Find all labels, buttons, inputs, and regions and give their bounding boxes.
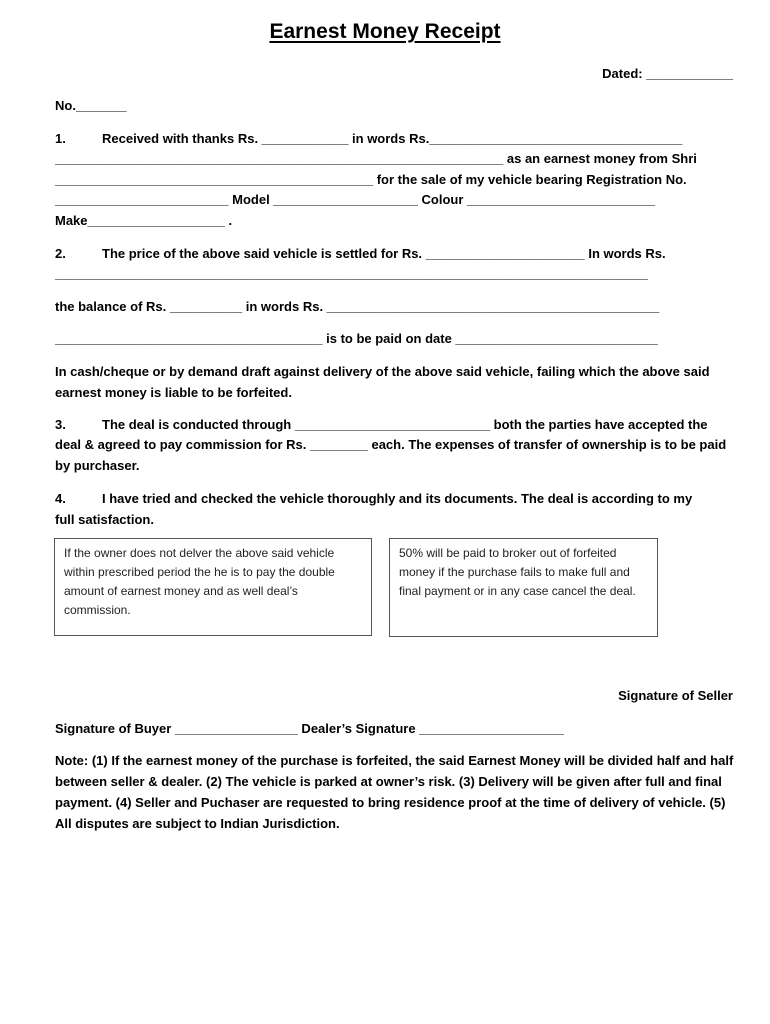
owner-default-box: If the owner does not delver the above said vehicle within prescribed period the he is to pay the double amount of earnest money and as well deal’s commission. (54, 538, 372, 636)
item-4-line-1-text: I have tried and checked the vehicle thoroughly and its documents. The deal is according to my (102, 491, 693, 506)
dated-field: Dated: ____________ (602, 66, 733, 81)
item-1-line-2: ______________________________________________________________ as an earnest money from Shri (55, 151, 697, 166)
seller-signature-label: Signature of Seller (618, 688, 733, 703)
item-1-line-3: ____________________________________________ for the sale of my vehicle bearing Registration No. (55, 172, 687, 187)
document-title: Earnest Money Receipt (269, 20, 501, 43)
item-3-rest: deal & agreed to pay commission for Rs. ________ each. The expenses of transfer of ownership is to be paid by purchaser. (55, 437, 727, 473)
broker-share-box: 50% will be paid to broker out of forfeited money if the purchase fails to make full and final payment or in any case cancel the deal. (389, 538, 658, 637)
item-2-line-2: __________________________________________________________________________________ (55, 266, 648, 281)
item-2-number: 2. (55, 246, 66, 261)
item-3-number: 3. (55, 417, 66, 432)
item-1-line-1-text: Received with thanks Rs. ____________ in words Rs.___________________________________ (102, 131, 683, 146)
item-2-line-4: _____________________________________ is to be paid on date ____________________________ (55, 331, 658, 346)
buyer-dealer-signature-line: Signature of Buyer _________________ Dealer’s Signature ____________________ (55, 721, 564, 736)
item-1-line-1 (55, 131, 682, 147)
item-1-number: 1. (55, 131, 66, 146)
item-1-line-4: ________________________ Model ____________________ Colour __________________________ (55, 192, 655, 207)
item-2-line-1 (55, 246, 666, 262)
item-2-line-1-text: The price of the above said vehicle is settled for Rs. ______________________ In words Rs. (102, 246, 666, 261)
item-3-line-1 (55, 417, 708, 433)
item-2-paragraph: In cash/cheque or by demand draft against delivery of the above said vehicle, failing which the above said earnest money is liable to be forfeited. (55, 364, 710, 400)
item-1-line-5: Make___________________ . (55, 213, 233, 228)
receipt-number: No._______ (55, 98, 127, 113)
item-3-line-1-text: The deal is conducted through ___________________________ both the parties have accepted the (102, 417, 708, 432)
item-4-line-2: full satisfaction. (55, 512, 154, 527)
item-2-line-3: the balance of Rs. __________ in words Rs. ______________________________________________ (55, 299, 660, 314)
item-4-line-1 (55, 491, 692, 507)
item-4-number: 4. (55, 491, 66, 506)
note-paragraph: Note: (1) If the earnest money of the purchase is forfeited, the said Earnest Money will be divided half and half between seller & dealer. (2) The vehicle is parked at owner’s risk. (3) Delivery will be given after full and final payment. (4) Seller and Puchaser are requested to bring residence proof at the time of delivery of vehicle. (5) All disputes are subject to Indian Jurisdiction. (55, 753, 734, 831)
